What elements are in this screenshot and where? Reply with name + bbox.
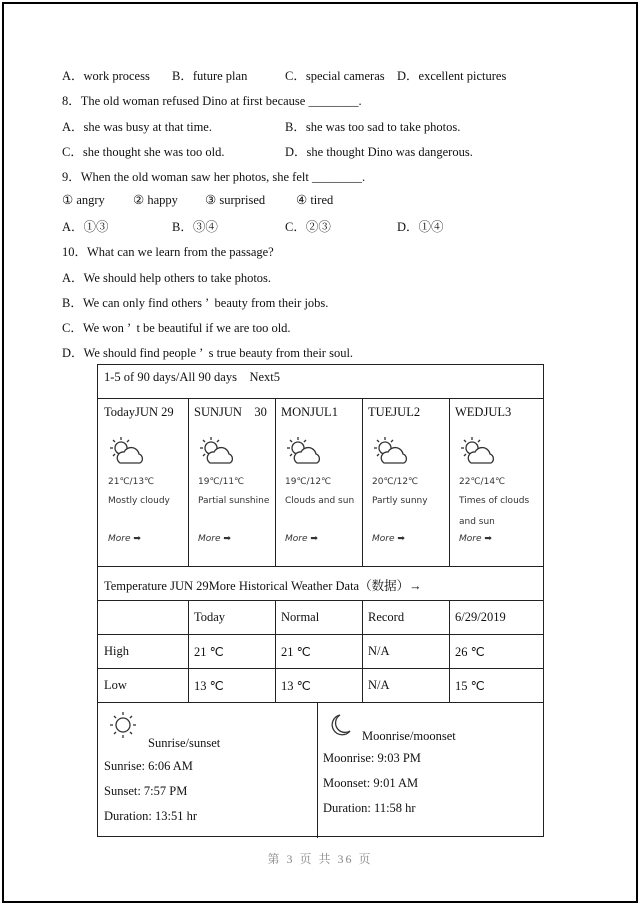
sunrise: Sunrise: 6:06 AM [104, 759, 193, 773]
high-label: High [104, 644, 129, 658]
forecast-day [449, 399, 536, 567]
more-link[interactable]: More ➡ [285, 534, 318, 544]
day-condition: Partly sunny [372, 496, 428, 506]
q9-option-b: B．③④ [172, 220, 218, 234]
col-header: Record [368, 610, 405, 624]
sun-title: Sunrise/sunset [148, 736, 221, 750]
weather-icon [372, 435, 412, 469]
high-value: 21 ℃ [194, 645, 224, 659]
weather-icon [285, 435, 325, 469]
high-value: 21 ℃ [281, 645, 311, 659]
q7-option-c: C．special cameras [285, 69, 385, 83]
sun-icon [108, 710, 138, 740]
q9-choice: ③ surprised [205, 193, 266, 207]
weather-icon [108, 435, 148, 469]
day-date: TUEJUL2 [368, 405, 421, 419]
more-link[interactable]: More ➡ [198, 534, 231, 544]
q9-option-c: C．②③ [285, 220, 331, 234]
more-link[interactable]: More ➡ [108, 534, 141, 544]
day-temp: 19℃/12℃ [285, 477, 332, 487]
temperature-title: Temperature JUN 29More Historical Weather Data（数据）→ [104, 579, 422, 593]
day-condition: Clouds and sun [285, 496, 355, 506]
q9-option-d: D．①④ [397, 220, 444, 234]
forecast-day [98, 399, 185, 567]
q7-option-b: B．future plan [172, 69, 248, 83]
day-temp: 21℃/13℃ [108, 477, 155, 487]
moon-title: Moonrise/moonset [362, 729, 456, 743]
q9-choice: ① angry [62, 193, 105, 207]
moon-icon [330, 713, 352, 737]
col-header: Normal [281, 610, 320, 624]
weather-table [97, 364, 544, 837]
day-temp: 19℃/11℃ [198, 477, 245, 487]
q9-choice: ② happy [133, 193, 178, 207]
q9-choice: ④ tired [296, 193, 334, 207]
low-value: 13 ℃ [194, 679, 224, 693]
day-temp: 22℃/14℃ [459, 477, 506, 487]
q8-option-d: D．she thought Dino was dangerous. [285, 145, 473, 159]
sunset: Sunset: 7:57 PM [104, 784, 188, 798]
weather-icon [198, 435, 238, 469]
q8-option-c: C．she thought she was too old. [62, 145, 225, 159]
q9-option-a: A．①③ [62, 220, 109, 234]
low-value: N/A [368, 678, 390, 692]
day-date: SUNJUN 30 [194, 405, 267, 419]
weather-header: 1-5 of 90 days/All 90 days Next5 [104, 370, 281, 384]
day-date: TodayJUN 29 [104, 405, 174, 419]
col-header: Today [194, 610, 226, 624]
high-value: 26 ℃ [455, 645, 485, 659]
col-header: 6/29/2019 [455, 610, 506, 624]
moonrise: Moonrise: 9:03 PM [323, 751, 421, 765]
more-link[interactable]: More ➡ [372, 534, 405, 544]
moon-duration: Duration: 11:58 hr [323, 801, 416, 815]
q7-option-d: D．excellent pictures [397, 69, 507, 83]
day-date: WEDJUL3 [455, 405, 512, 419]
q10-option-d: D．We should find people ’ s true beauty from their soul. [62, 346, 354, 360]
q10-option-c: C．We won ’ t be beautiful if we are too old. [62, 321, 291, 335]
q10-option-a: A．We should help others to take photos. [62, 271, 272, 285]
q8-stem: 8．The old woman refused Dino at first because ________. [62, 94, 362, 108]
moonset: Moonset: 9:01 AM [323, 776, 419, 790]
low-label: Low [104, 678, 127, 692]
weather-icon [459, 435, 499, 469]
forecast-day [275, 399, 362, 567]
q8-option-a: A．she was busy at that time. [62, 120, 212, 134]
day-condition: Mostly cloudy [108, 496, 170, 506]
q9-stem: 9．When the old woman saw her photos, she felt ________. [62, 170, 366, 184]
sun-duration: Duration: 13:51 hr [104, 809, 198, 823]
day-temp: 20℃/12℃ [372, 477, 419, 487]
day-condition: Partial sunshine [198, 496, 270, 506]
low-value: 15 ℃ [455, 679, 485, 693]
day-date: MONJUL1 [281, 405, 338, 419]
forecast-day [362, 399, 449, 567]
day-condition: Times of clouds and sun [459, 496, 530, 527]
q7-option-a: A．work process [62, 69, 150, 83]
q10-stem: 10．What can we learn from the passage? [62, 245, 274, 259]
low-value: 13 ℃ [281, 679, 311, 693]
q10-option-b: B．We can only find others ’ beauty from their jobs. [62, 296, 329, 310]
high-value: N/A [368, 644, 390, 658]
q8-option-b: B．she was too sad to take photos. [285, 120, 461, 134]
more-link[interactable]: More ➡ [459, 534, 492, 544]
forecast-day [188, 399, 275, 567]
page-footer: 第 3 页 共 36 页 [267, 852, 373, 866]
